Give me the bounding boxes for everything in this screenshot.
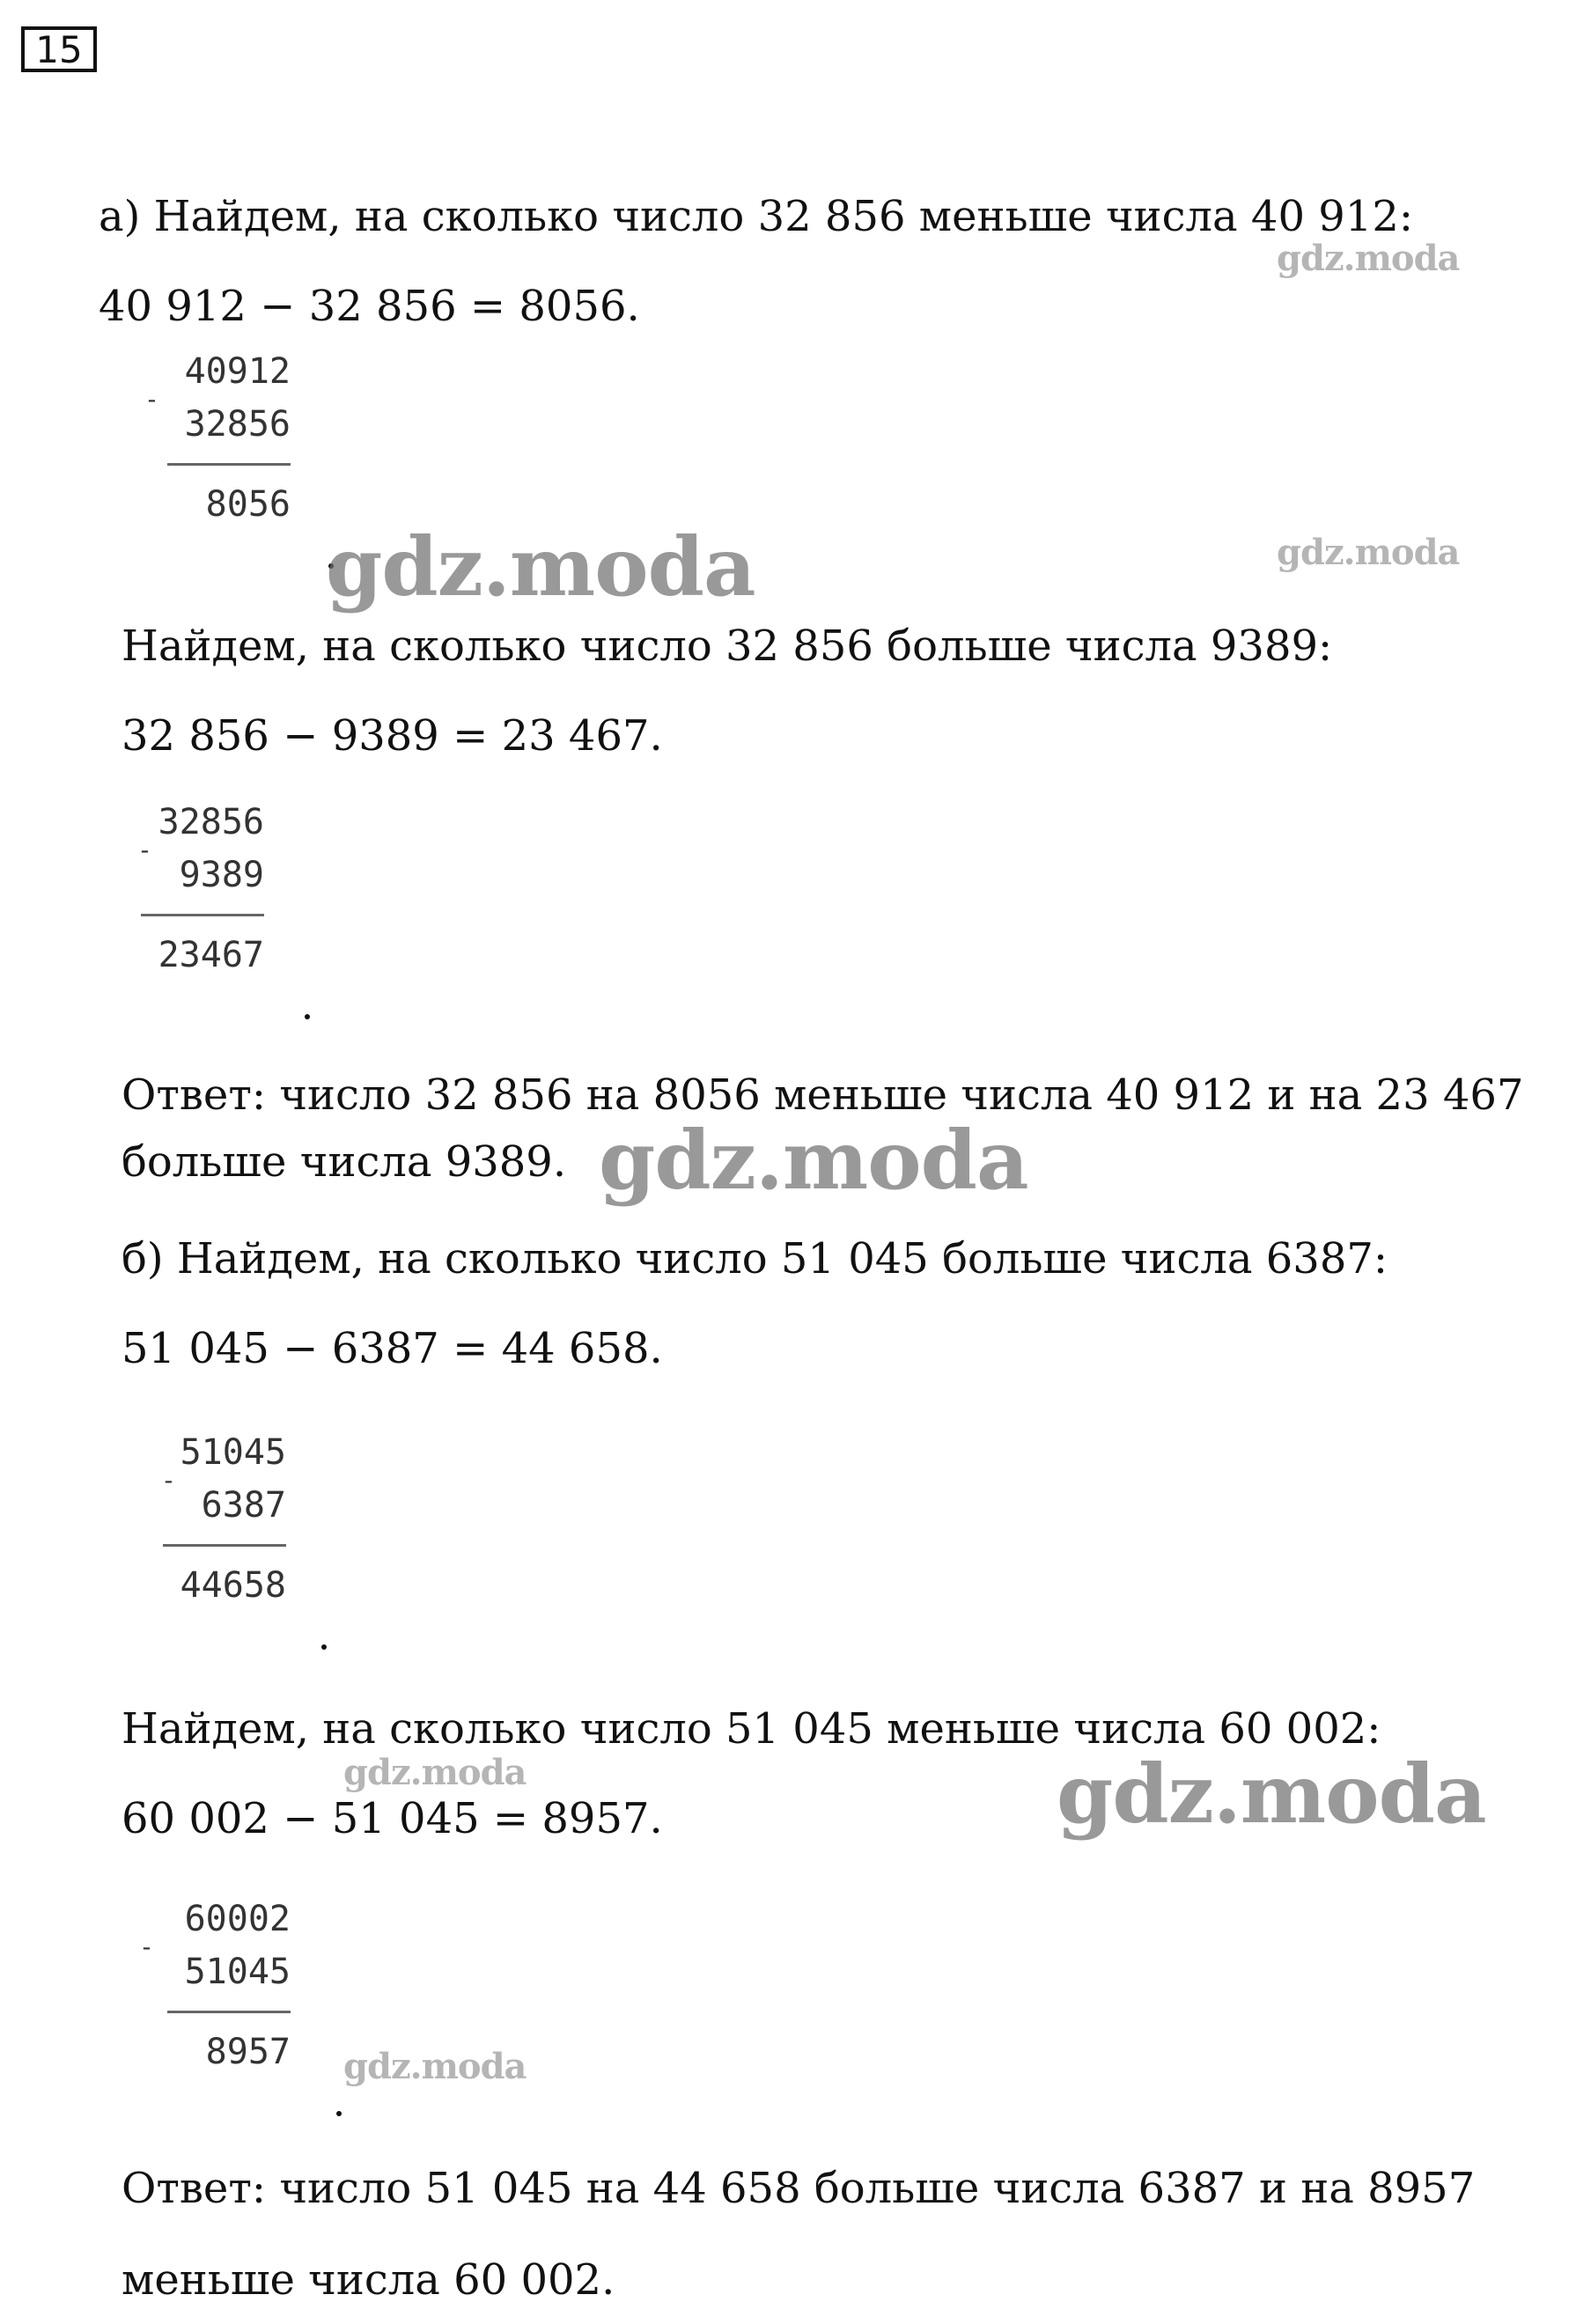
watermark: gdz.moda bbox=[343, 2046, 527, 2087]
part-b-line-1: б) Найдем, на сколько число 51 045 больше числа 6387: bbox=[122, 1234, 1388, 1283]
part-a-line-2: Найдем, на сколько число 32 856 больше числа 9389: bbox=[122, 621, 1333, 671]
part-b-column-subtraction-2 bbox=[139, 1893, 291, 2078]
column-bar bbox=[167, 463, 291, 466]
period-mark bbox=[321, 1644, 327, 1650]
watermark: gdz.moda bbox=[1277, 532, 1460, 573]
part-b-equation-2: 60 002 − 51 045 = 8957. bbox=[122, 1794, 663, 1843]
period-mark bbox=[305, 1014, 310, 1019]
part-b-line-2: Найдем, на сколько число 51 045 меньше числа 60 002: bbox=[122, 1704, 1381, 1754]
difference: 8957 bbox=[205, 2032, 291, 2072]
part-a-equation-1: 40 912 − 32 856 = 8056. bbox=[99, 282, 640, 331]
minuend: 60002 bbox=[184, 1899, 291, 1939]
part-b-column-subtraction-1 bbox=[163, 1426, 286, 1612]
part-a-answer-line-2: больше числа 9389. bbox=[122, 1137, 567, 1187]
period-mark bbox=[336, 2111, 342, 2116]
minus-sign: - bbox=[139, 1932, 154, 1961]
difference: 44658 bbox=[180, 1565, 286, 1606]
part-a-column-subtraction-2 bbox=[137, 796, 264, 982]
task-number: 15 bbox=[21, 26, 97, 72]
part-a-answer-line-1: Ответ: число 32 856 на 8056 меньше числа 40 912 и на 23 467 bbox=[122, 1070, 1524, 1120]
column-bar bbox=[141, 914, 264, 916]
subtrahend: 32856 bbox=[184, 404, 291, 445]
part-b-equation-1: 51 045 − 6387 = 44 658. bbox=[122, 1324, 663, 1373]
minuend: 32856 bbox=[158, 802, 264, 842]
difference: 23467 bbox=[158, 935, 264, 975]
subtrahend: 51045 bbox=[184, 1952, 291, 1992]
minus-sign: - bbox=[137, 835, 152, 864]
watermark: gdz.moda bbox=[1277, 238, 1460, 279]
watermark: gdz.moda bbox=[1057, 1747, 1486, 1842]
part-b-answer-line-2: меньше числа 60 002. bbox=[122, 2255, 615, 2305]
column-bar bbox=[167, 2011, 291, 2013]
minuend: 51045 bbox=[180, 1432, 286, 1473]
subtrahend: 9389 bbox=[179, 855, 264, 895]
part-a-equation-2: 32 856 − 9389 = 23 467. bbox=[122, 711, 663, 761]
watermark: gdz.moda bbox=[343, 1752, 527, 1793]
subtrahend: 6387 bbox=[201, 1485, 286, 1526]
minus-sign: - bbox=[161, 1466, 176, 1495]
part-b-answer-line-1: Ответ: число 51 045 на 44 658 больше числа 6387 и на 8957 bbox=[122, 2164, 1476, 2213]
part-a-column-subtraction-1 bbox=[144, 345, 291, 531]
minuend: 40912 bbox=[184, 351, 291, 392]
minus-sign: - bbox=[144, 385, 159, 414]
column-bar bbox=[163, 1544, 286, 1547]
watermark: gdz.moda bbox=[599, 1113, 1028, 1208]
part-a-line-1: а) Найдем, на сколько число 32 856 меньше числа 40 912: bbox=[99, 192, 1414, 241]
watermark: gdz.moda bbox=[326, 519, 755, 614]
difference: 8056 bbox=[205, 484, 291, 525]
